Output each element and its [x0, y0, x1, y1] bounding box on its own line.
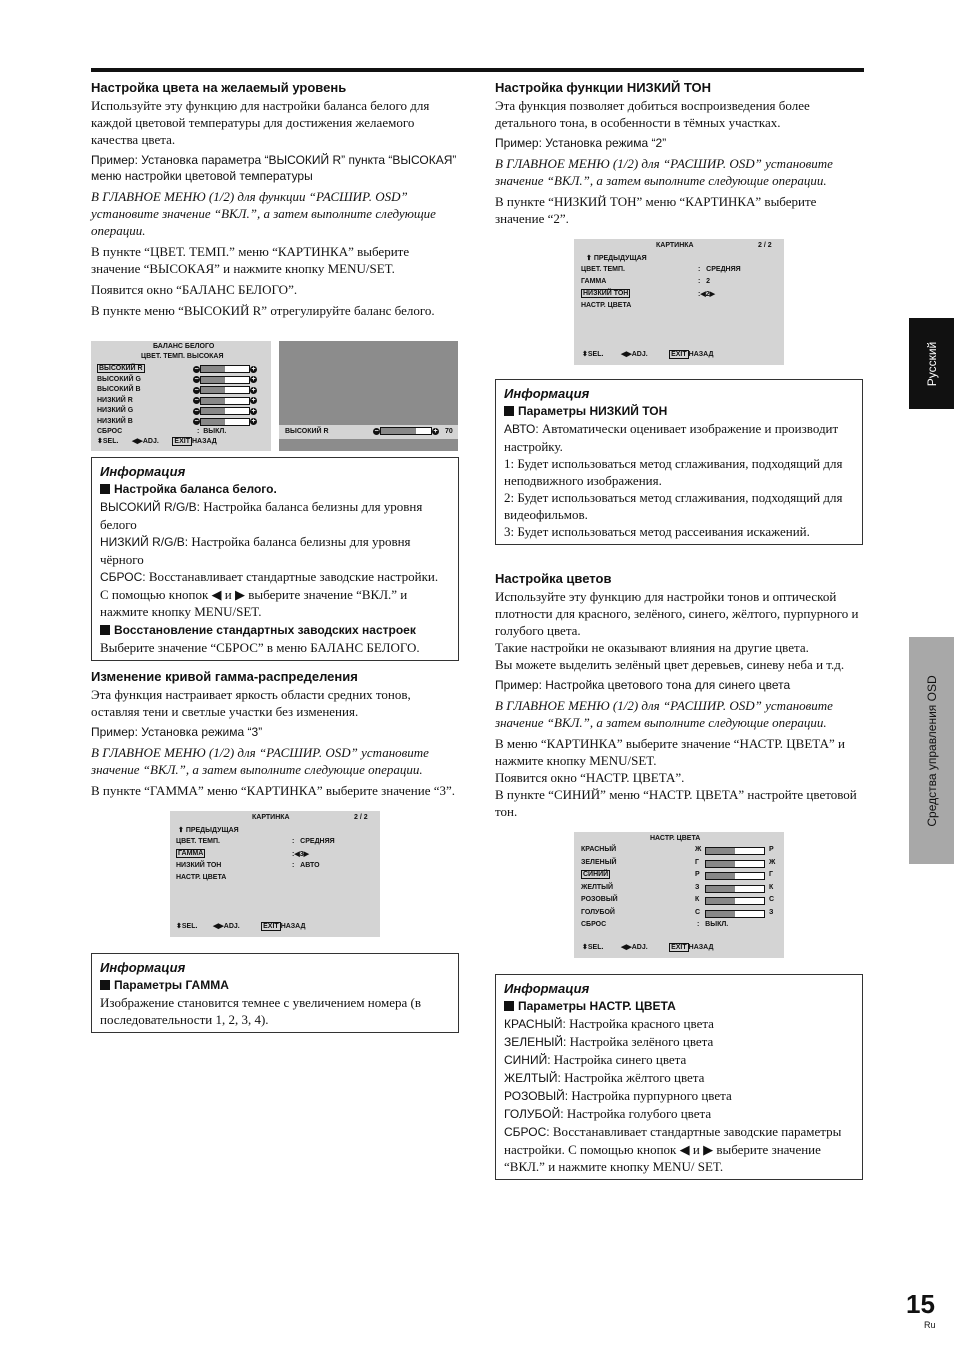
- osd-footer: ⬍SEL. ◀▶ADJ. EXIT НАЗАД: [97, 438, 217, 445]
- info-heading: Восстановление стандартных заводских настроек: [100, 623, 450, 637]
- osd-value-bar: ВЫСОКИЙ R − + 70: [279, 425, 458, 439]
- section-title: Изменение кривой гамма-распределения: [91, 669, 358, 684]
- italic-note: В ГЛАВНОЕ МЕНЮ (1/2) для функции “РАСШИР. OSD” установите значение “ВКЛ.”, а затем выполните следующие операции.: [91, 189, 436, 238]
- paragraph: В пункте меню “ВЫСОКИЙ R” отрегулируйте баланс белого.: [91, 303, 435, 318]
- paragraph: В пункте “ГАММА” меню “КАРТИНКА” выберите значение “3”.: [91, 783, 456, 798]
- section-title: Настройка цветов: [495, 571, 612, 586]
- example: Пример: Установка режима “2”: [495, 136, 667, 150]
- osd-color-row: КРАСНЫЙ Ж Р: [581, 846, 774, 853]
- osd-color-row: ЖЕЛТЫЙ З К: [581, 883, 774, 891]
- osd-picture-lowtone: КАРТИНКА 2 / 2 ⬆ ПРЕДЫДУЩАЯ ЦВЕТ. ТЕМП. : СРЕДНЯЯ ГАММА : 2 НИЗКИЙ ТОН :◀2▶ НАСТР. ЦВЕТА ⬍SEL. ◀▶ADJ. EXIT НАЗАД: [574, 239, 784, 365]
- info-title: Информация: [100, 464, 186, 479]
- info-box: Информация Параметры НАСТР. ЦВЕТА КРАСНЫЙ: Настройка красного цвета ЗЕЛЕНЫЙ: Настройка зелёного цвета СИНИЙ: Настройка синего цвета ЖЕЛТЫЙ: Настройка жёлтого цвета РОЗОВЫЙ: Настройка пурпурного цвета ГОЛУБОЙ: Настройка голубого цвета СБРОС: Восстанавливает стандартные заводские параметры настройки. С помощью кнопок ◀ и ▶ выберите значение “ВКЛ.” и нажмите кнопку MENU/ SET.: [495, 974, 863, 1180]
- osd-white-balance: [91, 341, 271, 451]
- osd-title: БАЛАНС БЕЛОГО: [153, 343, 215, 350]
- info-box: Информация Параметры ГАММА Изображение становится темнее с увеличением номера (в последовательности 1, 2, 3, 4).: [91, 953, 459, 1033]
- paragraph: Используйте эту функцию для настройки баланса белого для каждой цветовой температуры для достижения желаемого качества цвета.: [91, 98, 430, 147]
- osd-wb-row: НИЗКИЙ G − +: [97, 407, 256, 415]
- osd-reset-row: СБРОС : ВЫКЛ.: [97, 428, 227, 435]
- example: Пример: Установка режима “3”: [91, 725, 263, 739]
- section-title: Настройка цвета на желаемый уровень: [91, 80, 347, 95]
- osd-wb-row: НИЗКИЙ R − +: [97, 396, 256, 404]
- info-box: Информация Настройка баланса белого. ВЫСОКИЙ R/G/B: Настройка баланса белизны для уровня белого НИЗКИЙ R/G/B: Настройка баланса белизны для уровня чёрного СБРОС: Восстанавливает стандартные заводские настройки. С помощью кнопок ◀ и ▶ выберите значение “ВКЛ.” и нажмите кнопку MENU/SET. Восстановление стандартных заводских настроек Выберите значение “СБРОС” в меню БАЛАНС БЕЛОГО.: [91, 457, 459, 661]
- osd-figure-wb: [91, 341, 459, 453]
- page-number: 15: [906, 1289, 935, 1319]
- paragraph: Эта функция позволяет добиться воспроизведения более детального тона, в особенности в тёмных участках.: [495, 98, 810, 130]
- italic-note: В ГЛАВНОЕ МЕНЮ (1/2) для “РАСШИР. OSD” установите значение “ВКЛ.”, а затем выполните следующие операции.: [495, 156, 833, 188]
- osd-color-row: СИНИЙ Р Г: [583, 871, 773, 878]
- info-box: Информация Параметры НИЗКИЙ ТОН АВТО: Автоматически оценивает изображение и производит настройку. 1: Будет использоваться метод сглаживания, подходящий для неподвижного изображения. 2: Будет использоваться метод сглаживания, подходящий для видеофильмов. 3: Будет использоваться метод рассеивания искажений.: [495, 379, 863, 545]
- osd-wb-row: ВЫСОКИЙ G − +: [97, 375, 256, 383]
- section-title: Настройка функции НИЗКИЙ ТОН: [495, 80, 712, 95]
- osd-color-adjust: НАСТР. ЦВЕТА КРАСНЫЙ Ж Р ЗЕЛЕНЫЙ Г Ж СИНИЙ Р Г ЖЕЛТЫЙ З К РОЗОВЫЙ К С ГОЛУБОЙ С З СБРОС : ВЫКЛ. ⬍SEL. ◀▶ADJ. EXIT НАЗАД: [574, 832, 784, 958]
- page-lang: Ru: [924, 1320, 936, 1330]
- osd-wb-row: ВЫСОКИЙ R − +: [99, 365, 256, 373]
- osd-color-row: РОЗОВЫЙ К С: [581, 896, 775, 903]
- language-tab: Русский: [909, 318, 954, 409]
- osd-subtitle: ЦВЕТ. ТЕМП. ВЫСОКАЯ: [141, 353, 224, 360]
- osd-picture-gamma: КАРТИНКА 2 / 2 ⬆ ПРЕДЫДУЩАЯ ЦВЕТ. ТЕМП. : СРЕДНЯЯ ГАММА :◀3▶ НИЗКИЙ ТОН : АВТО НАСТР. ЦВЕТА ⬍SEL. ◀▶ADJ. EXIT НАЗАД: [170, 811, 380, 937]
- section-tab: Средства управления OSD: [909, 637, 954, 864]
- osd-color-row: ЗЕЛЕНЫЙ Г Ж: [581, 858, 776, 866]
- left-column: [91, 80, 459, 1041]
- info-heading: Настройка баланса белого.: [100, 482, 450, 496]
- paragraph: В пункте “НИЗКИЙ ТОН” меню “КАРТИНКА” выберите значение “2”.: [495, 194, 817, 226]
- paragraph: Появится окно “БАЛАНС БЕЛОГО”.: [91, 282, 298, 297]
- example: Пример: Установка параметра “ВЫСОКИЙ R” пункта “ВЫСОКАЯ” меню настройки цветовой температуры: [91, 153, 457, 183]
- osd-color-row: ГОЛУБОЙ С З: [581, 908, 774, 916]
- osd-wb-row: НИЗКИЙ B − +: [97, 417, 256, 425]
- paragraph: Эта функция настраивает яркость области средних тонов, оставляя тени и светлые участки без изменения.: [91, 687, 411, 719]
- osd-value-bar-screen: [279, 341, 458, 451]
- right-column: Настройка функции НИЗКИЙ ТОН Эта функция позволяет добиться воспроизведения более детального тона, в особенности в тёмных участках. Пример: Установка режима “2” В ГЛАВНОЕ МЕНЮ (1/2) для “РАСШИР. OSD” установите значение “ВКЛ.”, а затем выполните следующие операции. В пункте “НИЗКИЙ ТОН” меню “КАРТИНКА” выберите значение “2”. КАРТИНКА 2 / 2 ⬆ ПРЕДЫДУЩАЯ ЦВЕТ. ТЕМП. : СРЕДНЯЯ ГАММА : 2 НИЗКИЙ ТОН :◀2▶ НАСТР. ЦВЕТА ⬍SEL. ◀▶ADJ. EXIT НАЗАД Информация Параметры НИЗКИЙ ТОН АВТО: Автоматически оценивает изображение и производит настройку. 1: Будет использоваться метод сглаживания, подходящий для неподвижного изображения. 2: Будет использоваться метод сглаживания, подходящий для видеофильмов. 3: Будет использоваться метод рассеивания искажений. Настройка цветов Используйте эту функцию для настройки тонов и оптической плотности для красного, зелёного, синего, жёлтого, пурпурного и голубого цвета. Такие настройки не оказывают влияния на другие цвета. Вы можете выделить зелёный цвет деревьев, синеву неба и т.д. Пример: Настройка цветового тона для синего цвета В ГЛАВНОЕ МЕНЮ (1/2) для “РАСШИР. OSD” установите значение “ВКЛ.”, а затем выполните следующие операции. В меню “КАРТИНКА” выберите значение “НАСТР. ЦВЕТА” и нажмите кнопку MENU/SET. Появится окно “НАСТР. ЦВЕТА”. В пункте “СИНИЙ” меню “НАСТР. ЦВЕТА” настройте цветовой тон. НАСТР. ЦВЕТА КРАСНЫЙ Ж Р ЗЕЛЕНЫЙ Г Ж СИНИЙ Р Г ЖЕЛТЫЙ З К РОЗОВЫЙ К С ГОЛУБОЙ С З СБРОС : ВЫКЛ. ⬍SEL. ◀▶ADJ. EXIT НАЗАД Информация Параметры НАСТР. ЦВЕТА КРАСНЫЙ: Настройка красного цвета ЗЕЛЕНЫЙ: Настройка зелёного цвета СИНИЙ: Настройка синего цвета ЖЕЛТЫЙ: Настройка жёлтого цвета РОЗОВЫЙ: Настройка пурпурного цвета ГОЛУБОЙ: Настройка голубого цвета СБРОС: Восстанавливает стандартные заводские параметры настройки. С помощью кнопок ◀ и ▶ выберите значение “ВКЛ.” и нажмите кнопку MENU/ SET.: [495, 80, 863, 1188]
- paragraph: В пункте “ЦВЕТ. ТЕМП.” меню “КАРТИНКА” выберите значение “ВЫСОКАЯ” и нажмите кнопку MENU/SET.: [91, 244, 410, 276]
- osd-wb-row: ВЫСОКИЙ B − +: [97, 386, 256, 394]
- top-rule: [91, 68, 864, 72]
- italic-note: В ГЛАВНОЕ МЕНЮ (1/2) для “РАСШИР. OSD” установите значение “ВКЛ.”, а затем выполните следующие операции.: [91, 745, 429, 777]
